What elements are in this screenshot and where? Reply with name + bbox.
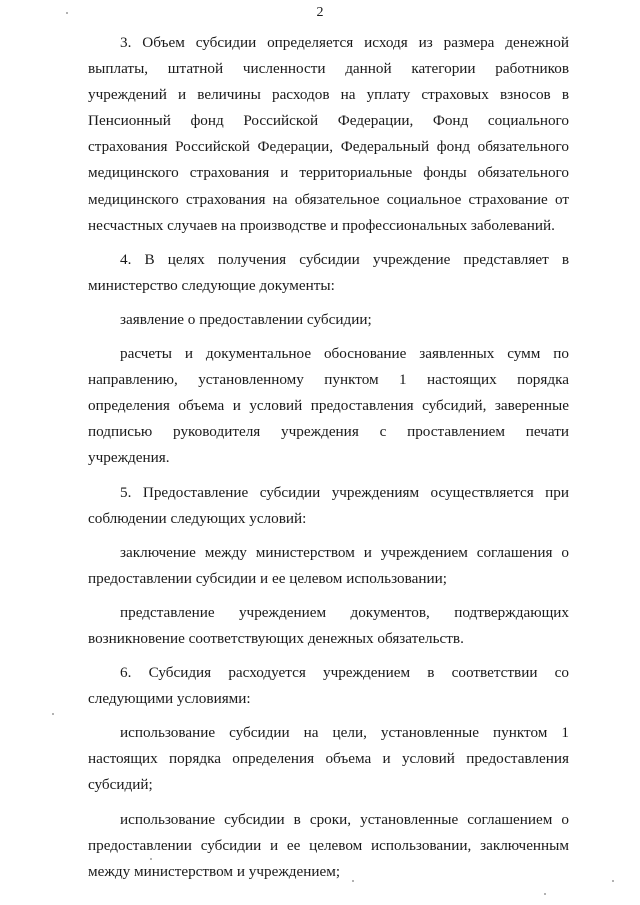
list-item-usage-terms: использование субсидии в сроки, установленные соглашением о предоставлении субсидии и ее целевом использовании, заключенным между министерством и учреждением;	[88, 810, 569, 880]
scan-speck	[66, 12, 68, 14]
scan-speck	[150, 858, 152, 860]
scan-speck	[612, 880, 614, 882]
list-item-agreement: заключение между министерством и учреждением соглашения о предоставлении субсидии и ее целевом использовании;	[88, 543, 569, 587]
list-item-calculations: расчеты и документальное обоснование заявленных сумм по направлению, установленному пунктом 1 настоящих порядка определения объема и условий предоставления субсидий, заверенные подписью руководителя учреждения с проставлением печати учреждения.	[88, 345, 569, 467]
list-item-documents-submission: представление учреждением документов, подтверждающих возникновение соответствующих денежных обязательств.	[88, 603, 569, 647]
scan-speck	[352, 880, 354, 882]
list-item-application: заявление о предоставлении субсидии;	[120, 310, 372, 328]
scan-speck	[544, 893, 546, 895]
list-item-usage-purpose: использование субсидии на цели, установленные пунктом 1 настоящих порядка определения объема и условий предоставления субсидий;	[88, 724, 569, 794]
paragraph-4-required-documents: 4. В целях получения субсидии учреждение представляет в министерство следующие документы:	[88, 250, 569, 294]
paragraph-3-subsidy-volume: 3. Объем субсидии определяется исходя из размера денежной выплаты, штатной численности данной категории работников учреждений и величины расходов на уплату страховых взносов в Пенсионный фонд Российской Федерации, Фонд социального страхования Российской Федерации, Федеральный фонд обязательного медицинского страхования и территориальные фонды обязательного медицинского страхования на обязательное социальное страхование от несчастных случаев на производстве и профессиональных заболеваний.	[88, 34, 569, 234]
document-body	[88, 30, 569, 893]
page-number: 2	[316, 5, 324, 20]
paragraph-5-conditions: 5. Предоставление субсидии учреждениям осуществляется при соблюдении следующих условий:	[88, 483, 569, 527]
paragraph-6-usage-conditions: 6. Субсидия расходуется учреждением в соответствии со следующими условиями:	[88, 664, 569, 708]
scan-speck	[52, 713, 54, 715]
